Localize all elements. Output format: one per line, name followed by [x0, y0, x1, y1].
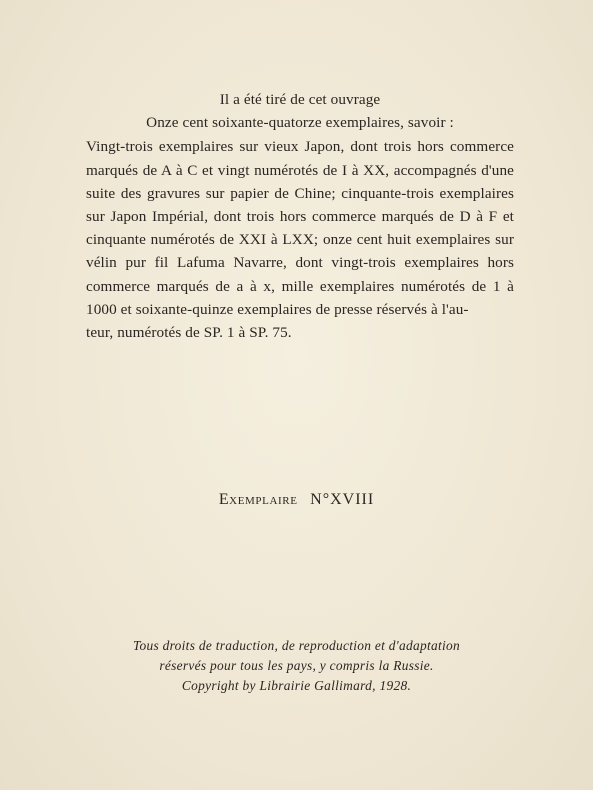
copy-number: N°XVIII [310, 491, 375, 508]
copyright-line: Copyright by Librairie Gallimard, 1928. [181, 678, 412, 693]
justification-last-line: teur, numérotés de SP. 1 à SP. 75. [86, 324, 292, 342]
rights-line-2: réservés pour tous les pays, y compris la Russie. [159, 658, 434, 673]
rights-line-1: Tous droits de traduction, de reproduction et d'adaptation [132, 638, 460, 653]
justification-body-text: Vingt-trois exemplaires sur vieux Japon, dont trois hors commerce marqués de A à C et vingt numérotés de I à XX, accompagnés d'une suite des gravures sur papier de Chine; cinquante-trois exemplaires sur Japon Impérial, dont trois hors commerce marqués de D à F et cinquante numérotés de XXI à LXX; onze cent huit exemplaires sur vélin pur fil Lafuma Navarre, dont vingt-trois exemplaires hors commerce marqués de a à x, mille exemplaires numérotés de 1 à 1000 et soixante-quinze exemplaires de presse réservés à l'au- [86, 138, 514, 318]
justification-heading: Il a été tiré de cet ouvrage [219, 91, 381, 108]
justification-intro: Onze cent soixante-quatorze exemplaires, savoir : [146, 114, 454, 132]
copy-number-line [0, 491, 593, 509]
justification-body [86, 135, 514, 344]
justification-du-tirage [86, 88, 514, 344]
rights-notice [0, 636, 593, 696]
copy-label: Exemplaire [218, 491, 298, 508]
